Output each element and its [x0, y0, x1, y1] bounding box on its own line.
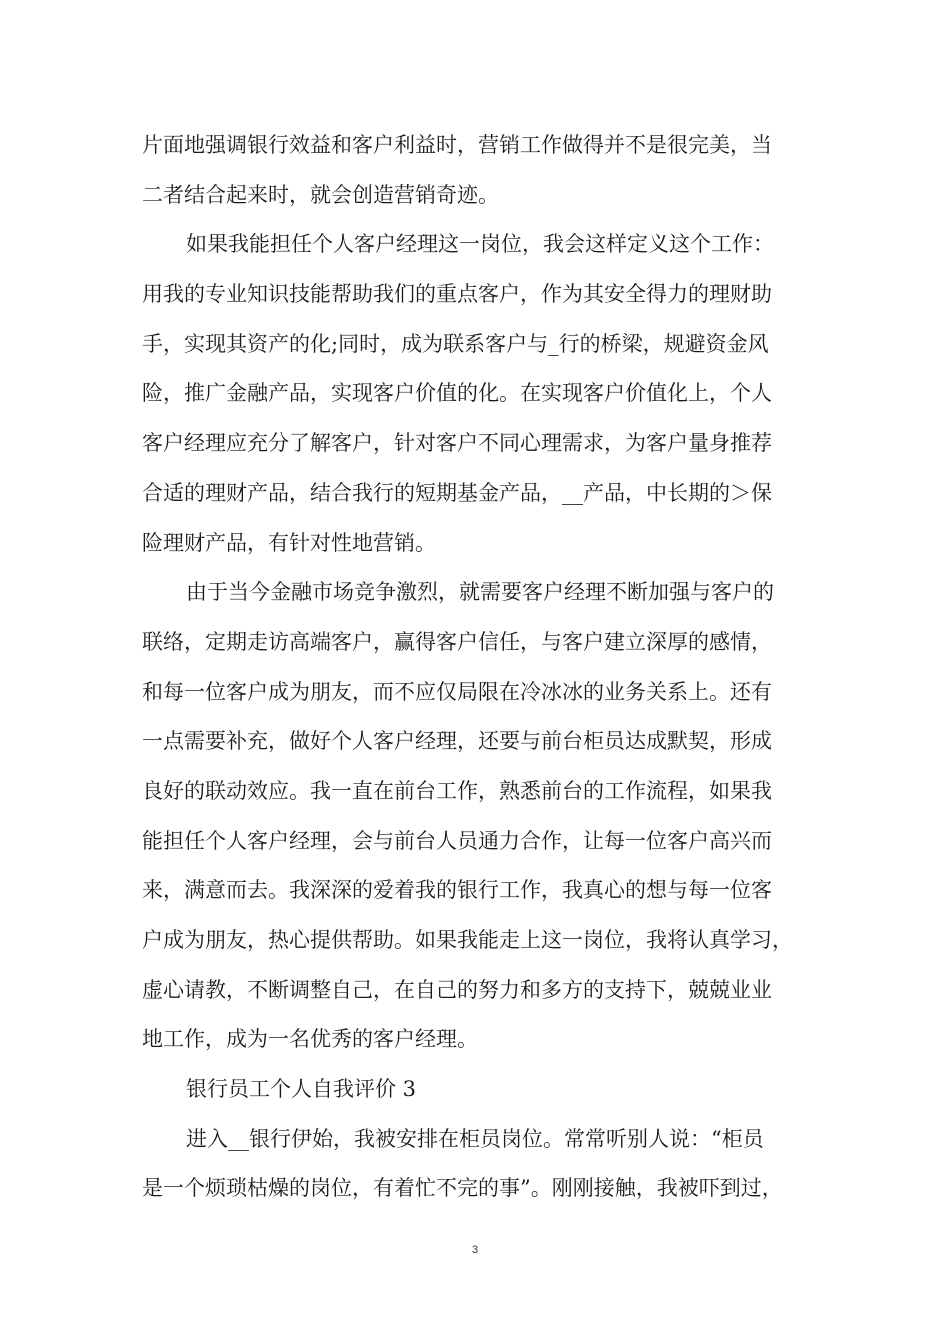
text-line: 险理财产品，有针对性地营销。 — [142, 530, 436, 555]
text-line: 合适的理财产品，结合我行的短期基金产品，__产品，中长期的＞保 — [142, 480, 772, 505]
text-line: 一点需要补充，做好个人客户经理，还要与前台柜员达成默契，形成 — [142, 729, 772, 754]
text-line: 险，推广金融产品，实现客户价值的化。在实现客户价值化上，个人 — [142, 381, 772, 406]
text-line: 来，满意而去。我深深的爱着我的银行工作，我真心的想与每一位客 — [142, 878, 772, 903]
text-line: 用我的专业知识技能帮助我们的重点客户，作为其安全得力的理财助 — [142, 282, 772, 307]
paragraph-first-line: 进入__银行伊始，我被安排在柜员岗位。常常听别人说：“柜员 — [186, 1126, 764, 1151]
text-line: 和每一位客户成为朋友，而不应仅局限在冷冰冰的业务关系上。还有 — [142, 679, 772, 704]
document-body — [142, 121, 822, 1214]
text-line: 是一个烦琐枯燥的岗位，有着忙不完的事”。刚刚接触，我被吓到过， — [142, 1176, 783, 1201]
text-line: 联络，定期走访高端客户，赢得客户信任，与客户建立深厚的感情， — [142, 629, 772, 654]
paragraph-first-line: 由于当今金融市场竞争激烈，就需要客户经理不断加强与客户的 — [186, 580, 774, 605]
text-line: 地工作，成为一名优秀的客户经理。 — [142, 1027, 478, 1052]
text-line: 手，实现其资产的化;同时，成为联系客户与_行的桥梁，规避资金风 — [142, 331, 769, 356]
page-number: 3 — [471, 1244, 479, 1256]
text-line: 户成为朋友，热心提供帮助。如果我能走上这一岗位，我将认真学习， — [142, 928, 793, 952]
text-line: 二者结合起来时，就会创造营销奇迹。 — [142, 182, 499, 207]
text-line: 片面地强调银行效益和客户利益时，营销工作做得并不是很完美，当 — [142, 133, 772, 157]
text-line: 客户经理应充分了解客户，针对客户不同心理需求，为客户量身推荐 — [142, 431, 772, 456]
paragraph-first-line: 如果我能担任个人客户经理这一岗位，我会这样定义这个工作： — [186, 232, 774, 257]
section-heading: 银行员工个人自我评价 3 — [186, 1077, 417, 1102]
text-line: 虚心请教，不断调整自己，在自己的努力和多方的支持下，兢兢业业 — [142, 977, 772, 1002]
text-line: 能担任个人客户经理，会与前台人员通力合作，让每一位客户高兴而 — [142, 828, 772, 853]
text-line: 良好的联动效应。我一直在前台工作，熟悉前台的工作流程，如果我 — [142, 778, 772, 803]
